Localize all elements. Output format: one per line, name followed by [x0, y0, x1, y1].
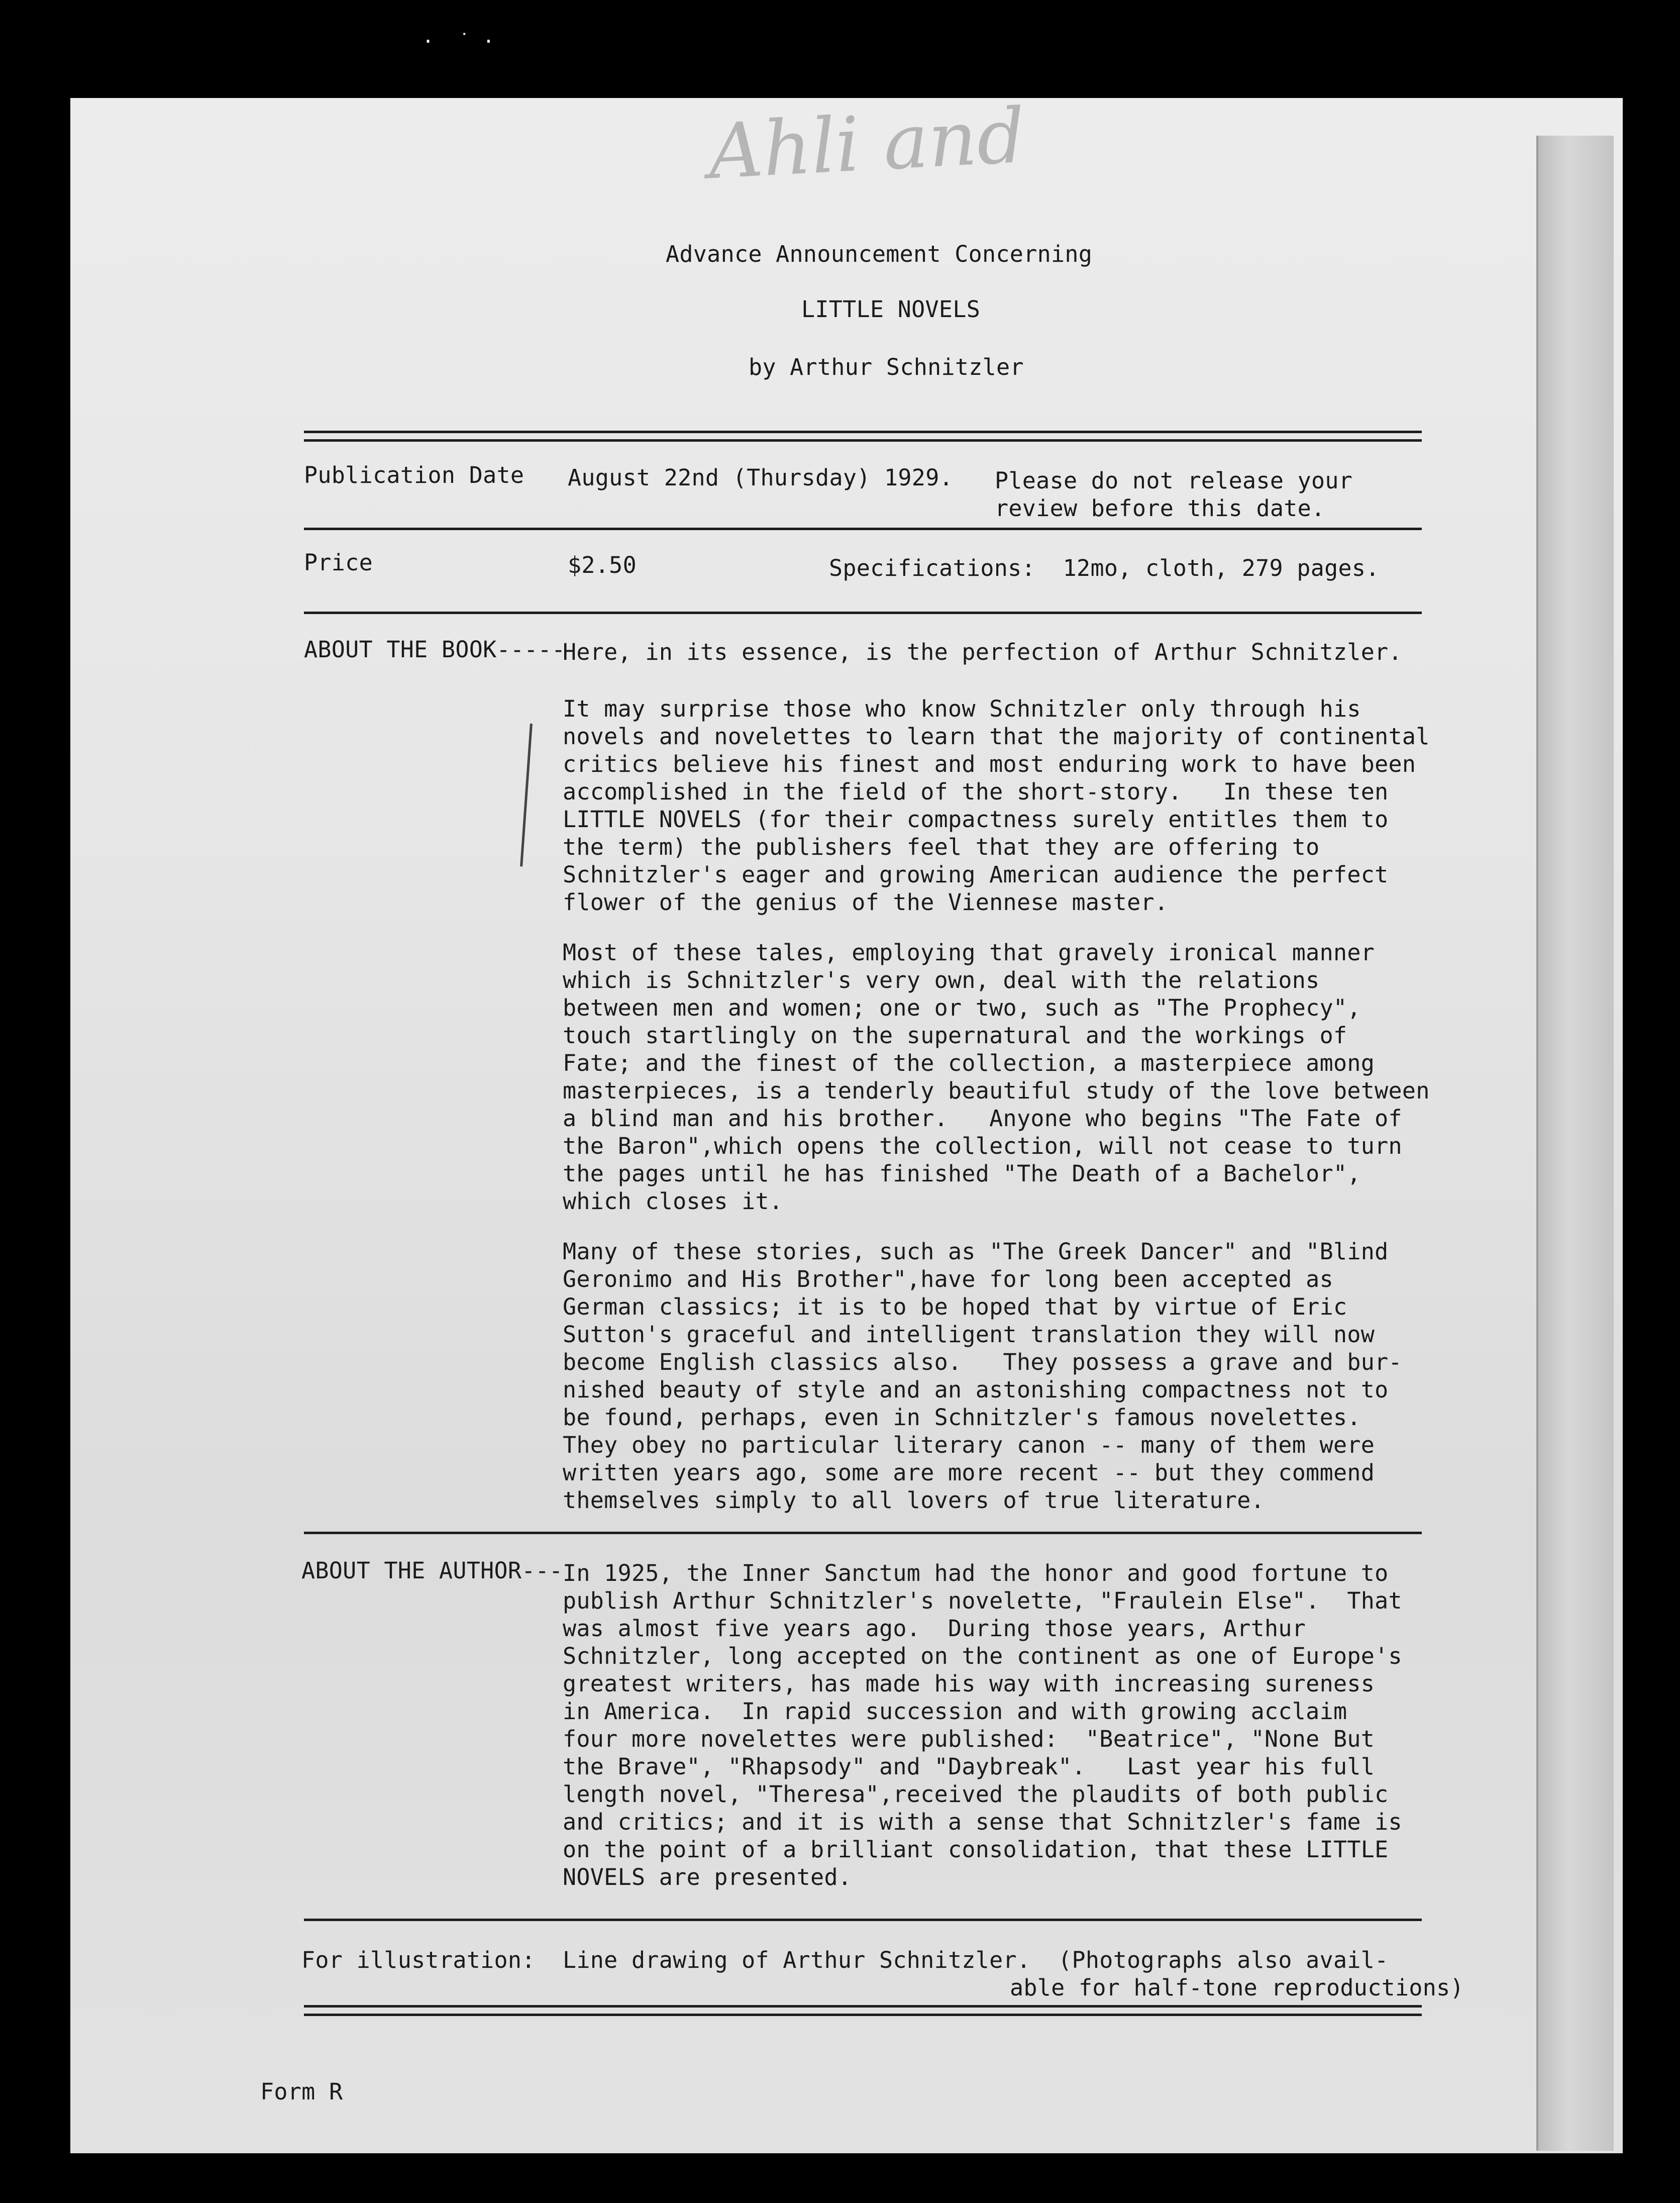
page-edge-shadow — [1536, 136, 1614, 2151]
paragraph-line: Geronimo and His Brother",have for long been accepted as — [563, 1266, 1333, 1292]
paragraph-line: novels and novelettes to learn that the majority of continental — [563, 723, 1430, 750]
publication-date-value: August 22nd (Thursday) 1929. — [568, 464, 953, 491]
paragraph-line: Schnitzler's eager and growing American audience the perfect — [563, 861, 1389, 888]
paragraph-line: the Baron",which opens the collection, will not cease to turn — [563, 1133, 1402, 1159]
paragraph-line: In 1925, the Inner Sanctum had the honor and good fortune to — [563, 1560, 1389, 1586]
book-title: LITTLE NOVELS — [801, 296, 981, 323]
illustration-label: For illustration: — [301, 1947, 536, 1973]
announcement-heading: Advance Announcement Concerning — [666, 241, 1093, 267]
paragraph-line: accomplished in the field of the short-story. In these ten — [563, 778, 1389, 805]
paragraph-line: which closes it. — [563, 1188, 783, 1215]
rule-after-about-book — [304, 1532, 1422, 1534]
price-value: $2.50 — [568, 552, 637, 578]
release-note-line-1: Please do not release your — [995, 467, 1353, 494]
illustration-line-1: Line drawing of Arthur Schnitzler. (Photographs also avail- — [563, 1947, 1389, 1973]
publication-date-label: Publication Date — [304, 462, 524, 488]
specifications: Specifications: 12mo, cloth, 279 pages. — [829, 555, 1380, 581]
paragraph-line: written years ago, some are more recent -- but they commend — [563, 1459, 1375, 1486]
handwritten-note: Ahli and — [706, 92, 1027, 196]
paragraph-line: masterpieces, is a tenderly beautiful study of the love between — [563, 1077, 1430, 1104]
form-label: Form R — [260, 2078, 343, 2105]
paragraph-line: They obey no particular literary canon -- many of them were — [563, 1432, 1375, 1458]
bottom-double-rule — [304, 2005, 1422, 2016]
paragraph-line: Sutton's graceful and intelligent translation they will now — [563, 1321, 1375, 1348]
film-specks: · ˙ · — [422, 30, 495, 53]
paragraph-line: Schnitzler, long accepted on the continent as one of Europe's — [563, 1643, 1402, 1669]
rule-after-price — [304, 612, 1422, 614]
about-book-label: ABOUT THE BOOK----- — [304, 636, 566, 663]
paragraph-line: be found, perhaps, even in Schnitzler's famous novelettes. — [563, 1404, 1361, 1431]
paragraph-line: Fate; and the finest of the collection, a masterpiece among — [563, 1050, 1375, 1076]
paragraph-line: was almost five years ago. During those years, Arthur — [563, 1615, 1306, 1642]
paragraph-line: the term) the publishers feel that they are offering to — [563, 834, 1320, 860]
paragraph-line: between men and women; one or two, such as "The Prophecy", — [563, 994, 1361, 1021]
paragraph-line: four more novelettes were published: "Beatrice", "None But — [563, 1726, 1375, 1752]
paragraph-line: and critics; and it is with a sense that Schnitzler's fame is — [563, 1809, 1402, 1835]
paragraph-line: the pages until he has finished "The Death of a Bachelor", — [563, 1160, 1361, 1187]
price-label: Price — [304, 549, 373, 576]
paragraph-line: in America. In rapid succession and with growing acclaim — [563, 1698, 1347, 1725]
paragraph-line: publish Arthur Schnitzler's novelette, "Fraulein Else". That — [563, 1587, 1402, 1614]
paragraph-line: critics believe his finest and most enduring work to have been — [563, 751, 1416, 777]
paragraph-line: flower of the genius of the Viennese master. — [563, 889, 1169, 916]
paragraph-line: Many of these stories, such as "The Greek Dancer" and "Blind — [563, 1238, 1389, 1265]
paragraph-line: on the point of a brilliant consolidation, that these LITTLE — [563, 1836, 1389, 1863]
paragraph-line: German classics; it is to be hoped that by virtue of Eric — [563, 1293, 1347, 1320]
paragraph-line: Most of these tales, employing that gravely ironical manner — [563, 939, 1375, 966]
paragraph-line: It may surprise those who know Schnitzler only through his — [563, 695, 1361, 722]
illustration-line-2: able for half-tone reproductions) — [1010, 1974, 1464, 2001]
rule-after-publication — [304, 528, 1422, 530]
byline: by Arthur Schnitzler — [749, 354, 1024, 380]
paragraph-line: nished beauty of style and an astonishing compactness not to — [563, 1376, 1389, 1403]
release-note-line-2: review before this date. — [995, 495, 1325, 522]
paragraph-line: become English classics also. They possess a grave and bur- — [563, 1349, 1402, 1375]
about-book-lead: Here, in its essence, is the perfection of Arthur Schnitzler. — [563, 639, 1402, 665]
about-author-label: ABOUT THE AUTHOR--- — [301, 1557, 563, 1584]
rule-after-about-author — [304, 1919, 1422, 1921]
paragraph-line: greatest writers, has made his way with increasing sureness — [563, 1670, 1375, 1697]
paragraph-line: themselves simply to all lovers of true literature. — [563, 1487, 1265, 1514]
paragraph-line: which is Schnitzler's very own, deal with the relations — [563, 967, 1320, 993]
paragraph-line: LITTLE NOVELS (for their compactness surely entitles them to — [563, 806, 1389, 833]
paragraph-line: length novel, "Theresa",received the plaudits of both public — [563, 1781, 1389, 1808]
paragraph-line: touch startlingly on the supernatural and the workings of — [563, 1022, 1347, 1049]
top-double-rule — [304, 431, 1422, 442]
paragraph-line: the Brave", "Rhapsody" and "Daybreak". Last year his full — [563, 1753, 1375, 1780]
paragraph-line: a blind man and his brother. Anyone who begins "The Fate of — [563, 1105, 1402, 1132]
paragraph-line: NOVELS are presented. — [563, 1864, 852, 1890]
